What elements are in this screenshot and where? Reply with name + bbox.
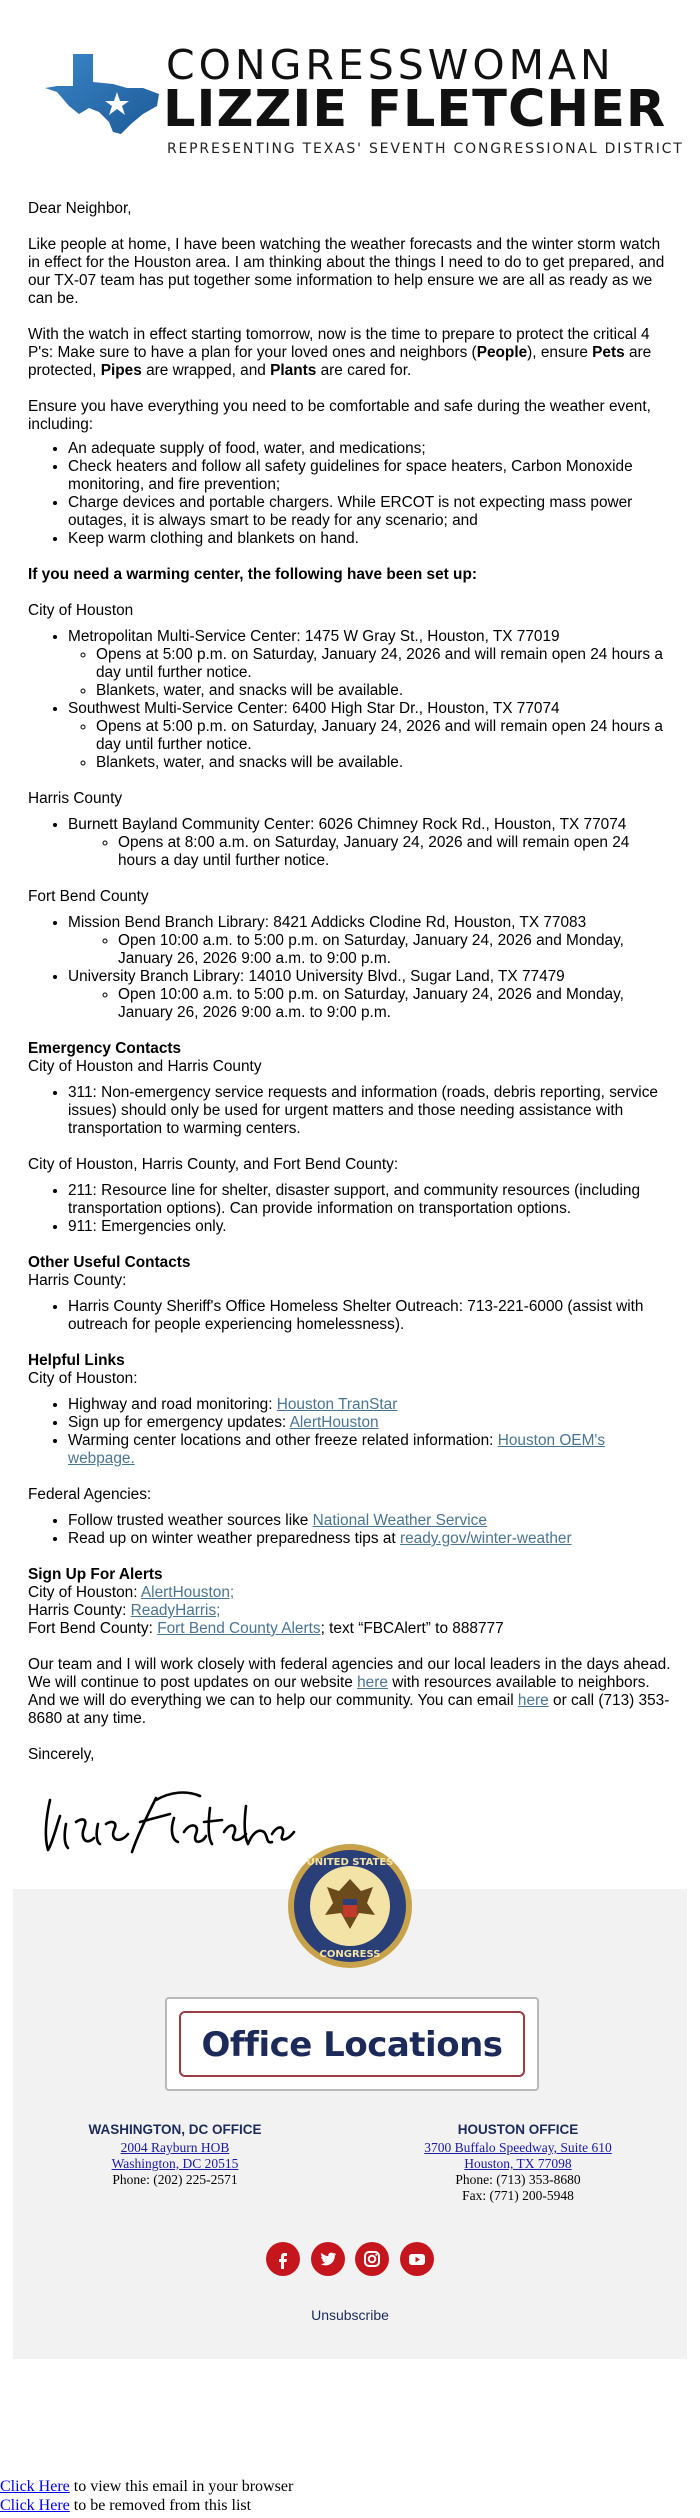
- list-item: ◦ Blankets, water, and snacks will be available.: [96, 754, 672, 772]
- list-item: • Warming center locations and other freeze related information: Houston OEM's webpage.: [68, 1432, 672, 1468]
- list-item: • Harris County Sheriff's Office Homeless Shelter Outreach: 713-221-6000 (assist with outreach for people experiencing homelessness).: [68, 1298, 672, 1334]
- dc-address-line2[interactable]: Washington, DC 20515: [111, 2156, 239, 2171]
- remove-from-list-link[interactable]: Click Here: [0, 2497, 70, 2514]
- list-item: • An adequate supply of food, water, and medications;: [68, 440, 672, 458]
- dc-office-heading: WASHINGTON, DC OFFICE: [88, 2122, 262, 2137]
- helpful-links-list: [28, 1396, 672, 1468]
- list-item: ◦ Open 10:00 a.m. to 5:00 p.m. on Saturday, January 24, 2026 and Monday, January 26, 2026 9:00 a.m. to 9:00 p.m.: [118, 986, 672, 1022]
- emergency-list-1: [28, 1084, 672, 1138]
- list-item: ◦ Open 10:00 a.m. to 5:00 p.m. on Saturday, January 24, 2026 and Monday, January 26, 2026 9:00 a.m. to 9:00 p.m.: [118, 932, 672, 968]
- signature-image: [36, 1778, 296, 1858]
- bottom-links: Click Here to view this email in your browser Click Here to be removed from this list: [0, 2478, 294, 2514]
- list-item: ◦ Opens at 5:00 p.m. on Saturday, January 24, 2026 and will remain open 24 hours a day until further notice.: [96, 718, 672, 754]
- header-title-line2: LIZZIE FLETCHER: [163, 80, 667, 139]
- intro-paragraph: Like people at home, I have been watching the weather forecasts and the winter storm watch in effect for the Houston area. I am thinking about the things I need to do to get prepared, and our TX-07 team has put together some information to help ensure we are all as ready as we can be.: [28, 236, 665, 307]
- list-item: • 911: Emergencies only.: [68, 1218, 672, 1236]
- houston-centers: [28, 628, 672, 772]
- email-container: [13, 0, 687, 2460]
- houston-transtar-link[interactable]: Houston TranStar: [276, 1396, 398, 1413]
- warming-heading: If you need a warming center, the following have been set up:: [28, 566, 477, 583]
- four-ps-paragraph: With the watch in effect starting tomorrow, now is the time to prepare to protect the critical 4 P's: Make sure to have a plan for your loved ones and neighbors (People), ensure Pets are protected, Pipes are wrapped, and Plants are cared for.: [28, 326, 652, 379]
- list-item: ◦ Opens at 5:00 p.m. on Saturday, January 24, 2026 and will remain open 24 hours a day until further notice.: [96, 646, 672, 682]
- list-item: • Highway and road monitoring: Houston TranStar: [68, 1396, 672, 1414]
- header-title-line1: CONGRESSWOMAN: [166, 41, 615, 89]
- readyharris-link[interactable]: ReadyHarris;: [130, 1602, 221, 1619]
- svg-text:UNITED STATES: UNITED STATES: [306, 1857, 394, 1868]
- office-locations-banner: [165, 1997, 539, 2091]
- houston-phone: Phone: (713) 353-8680: [455, 2172, 581, 2187]
- alerts-harris: Harris County: ReadyHarris;: [28, 1602, 221, 1619]
- houston-office: [368, 2122, 668, 2204]
- list-item: • Southwest Multi-Service Center: 6400 High Star Dr., Houston, TX 77074 ◦ Opens at 5:00 p.m. on Saturday, January 24, 2026 and will remain open 24 hours a day until further notice. ◦ Blankets, water, and snacks will be available.: [68, 700, 672, 772]
- list-item: • 311: Non-emergency service requests and information (roads, debris reporting, service issues) should only be used for urgent matters and those needing assistance with transportation to warming centers.: [68, 1084, 672, 1138]
- greeting: Dear Neighbor,: [28, 200, 132, 217]
- list-item: • Burnett Bayland Community Center: 6026 Chimney Rock Rd., Houston, TX 77074 ◦ Opens at 8:00 a.m. on Saturday, January 24, 2026 and will remain open 24 hours a day until further notice.: [68, 816, 672, 870]
- list-item: • 211: Resource line for shelter, disaster support, and community resources (including transportation options). Can provide information on transportation options.: [68, 1182, 672, 1218]
- emergency-heading: Emergency Contacts: [28, 1040, 182, 1057]
- closing-paragraph: Our team and I will work closely with federal agencies and our local leaders in the days ahead. We will continue to post updates on our website here with resources available to neighbors. And we will do everything we can to help our community. You can email here or call (713) 353-8680 at any time.: [28, 1656, 671, 1727]
- checklist: [28, 440, 672, 548]
- sincerely: Sincerely,: [28, 1746, 95, 1763]
- list-item: • Follow trusted weather sources like National Weather Service: [68, 1512, 672, 1530]
- ready-gov-link[interactable]: ready.gov/winter-weather: [399, 1530, 572, 1547]
- twitter-icon[interactable]: [311, 2242, 345, 2276]
- alerts-fortbend: Fort Bend County: Fort Bend County Alerts; text “FBCAlert” to 888777: [28, 1620, 504, 1637]
- harris-centers: [28, 816, 672, 870]
- other-list: [28, 1298, 672, 1334]
- header-subtitle: REPRESENTING TEXAS' SEVENTH CONGRESSIONAL DISTRICT: [167, 141, 684, 157]
- nws-link[interactable]: National Weather Service: [312, 1512, 487, 1529]
- houston-label: City of Houston: [28, 602, 134, 619]
- links-sub: City of Houston:: [28, 1370, 138, 1387]
- emergency-sub: City of Houston and Harris County: [28, 1058, 262, 1075]
- facebook-icon[interactable]: [266, 2242, 300, 2276]
- congress-seal: [285, 1841, 415, 1971]
- list-item: • Sign up for emergency updates: AlertHouston: [68, 1414, 672, 1432]
- federal-list: [28, 1512, 672, 1548]
- fortbend-centers: [28, 914, 672, 1022]
- youtube-icon[interactable]: [400, 2242, 434, 2276]
- list-item: ◦ Blankets, water, and snacks will be available.: [96, 682, 672, 700]
- alerts-houston: City of Houston: AlertHouston;: [28, 1584, 235, 1601]
- fortbend-alerts-link[interactable]: Fort Bend County Alerts: [157, 1620, 321, 1637]
- list-item: • Keep warm clothing and blankets on hand.: [68, 530, 672, 548]
- dc-phone: Phone: (202) 225-2571: [112, 2172, 238, 2187]
- list-item: • Charge devices and portable chargers. While ERCOT is not expecting mass power outages, it is always smart to be ready for any scenario; and: [68, 494, 672, 530]
- office-locations-title: Office Locations: [201, 2025, 503, 2065]
- dc-address-line1[interactable]: 2004 Rayburn HOB: [120, 2140, 230, 2155]
- helpful-links-heading: Helpful Links: [28, 1352, 125, 1369]
- texas-star-logo: [43, 52, 161, 136]
- houston-oem-link[interactable]: Houston OEM's webpage.: [68, 1432, 606, 1467]
- emergency-sub2: City of Houston, Harris County, and Fort Bend County:: [28, 1156, 399, 1173]
- list-item: • Read up on winter weather preparedness tips at ready.gov/winter-weather: [68, 1530, 672, 1548]
- houston-fax: Fax: (771) 200-5948: [462, 2188, 574, 2203]
- list-item: • University Branch Library: 14010 University Blvd., Sugar Land, TX 77479 ◦ Open 10:00 a.m. to 5:00 p.m. on Saturday, January 24, 2026 and Monday, January 26, 2026 9:00 a.m. to 9:00 p.m.: [68, 968, 672, 1022]
- checklist-intro: Ensure you have everything you need to be comfortable and safe during the weather event, including:: [28, 398, 651, 433]
- alerts-heading: Sign Up For Alerts: [28, 1566, 163, 1583]
- houston-address-line1[interactable]: 3700 Buffalo Speedway, Suite 610: [424, 2140, 612, 2155]
- houston-office-heading: HOUSTON OFFICE: [457, 2122, 579, 2137]
- list-item: • Check heaters and follow all safety guidelines for space heaters, Carbon Monoxide monitoring, and fire prevention;: [68, 458, 672, 494]
- alerthouston-signup-link[interactable]: AlertHouston;: [140, 1584, 235, 1601]
- alerthouston-link[interactable]: AlertHouston: [289, 1414, 379, 1431]
- unsubscribe-link[interactable]: Unsubscribe: [311, 2307, 389, 2323]
- list-item: • Metropolitan Multi-Service Center: 1475 W Gray St., Houston, TX 77019 ◦ Opens at 5:00 p.m. on Saturday, January 24, 2026 and will remain open 24 hours a day until further notice. ◦ Blankets, water, and snacks will be available.: [68, 628, 672, 700]
- view-in-browser-link[interactable]: Click Here: [0, 2478, 70, 2495]
- website-here-link[interactable]: here: [357, 1674, 388, 1691]
- email-here-link[interactable]: here: [517, 1692, 549, 1709]
- header-banner: [13, 0, 687, 200]
- instagram-icon[interactable]: [355, 2242, 389, 2276]
- emergency-list-2: [28, 1182, 672, 1236]
- list-item: • Mission Bend Branch Library: 8421 Addicks Clodine Rd, Houston, TX 77083 ◦ Open 10:00 a.m. to 5:00 p.m. on Saturday, January 24, 2026 and Monday, January 26, 2026 9:00 a.m. to 9:00 p.m.: [68, 914, 672, 968]
- fortbend-label: Fort Bend County: [28, 888, 149, 905]
- houston-address-line2[interactable]: Houston, TX 77098: [464, 2156, 572, 2171]
- svg-text:CONGRESS: CONGRESS: [319, 1949, 381, 1960]
- harris-label: Harris County: [28, 790, 123, 807]
- other-sub: Harris County:: [28, 1272, 127, 1289]
- federal-label: Federal Agencies:: [28, 1486, 152, 1503]
- dc-office: [25, 2122, 325, 2188]
- list-item: ◦ Opens at 8:00 a.m. on Saturday, January 24, 2026 and will remain open 24 hours a day until further notice.: [118, 834, 672, 870]
- footer: [13, 1857, 687, 2359]
- other-contacts-heading: Other Useful Contacts: [28, 1254, 191, 1271]
- letter-body: [13, 200, 687, 1863]
- social-icons: [13, 2242, 687, 2276]
